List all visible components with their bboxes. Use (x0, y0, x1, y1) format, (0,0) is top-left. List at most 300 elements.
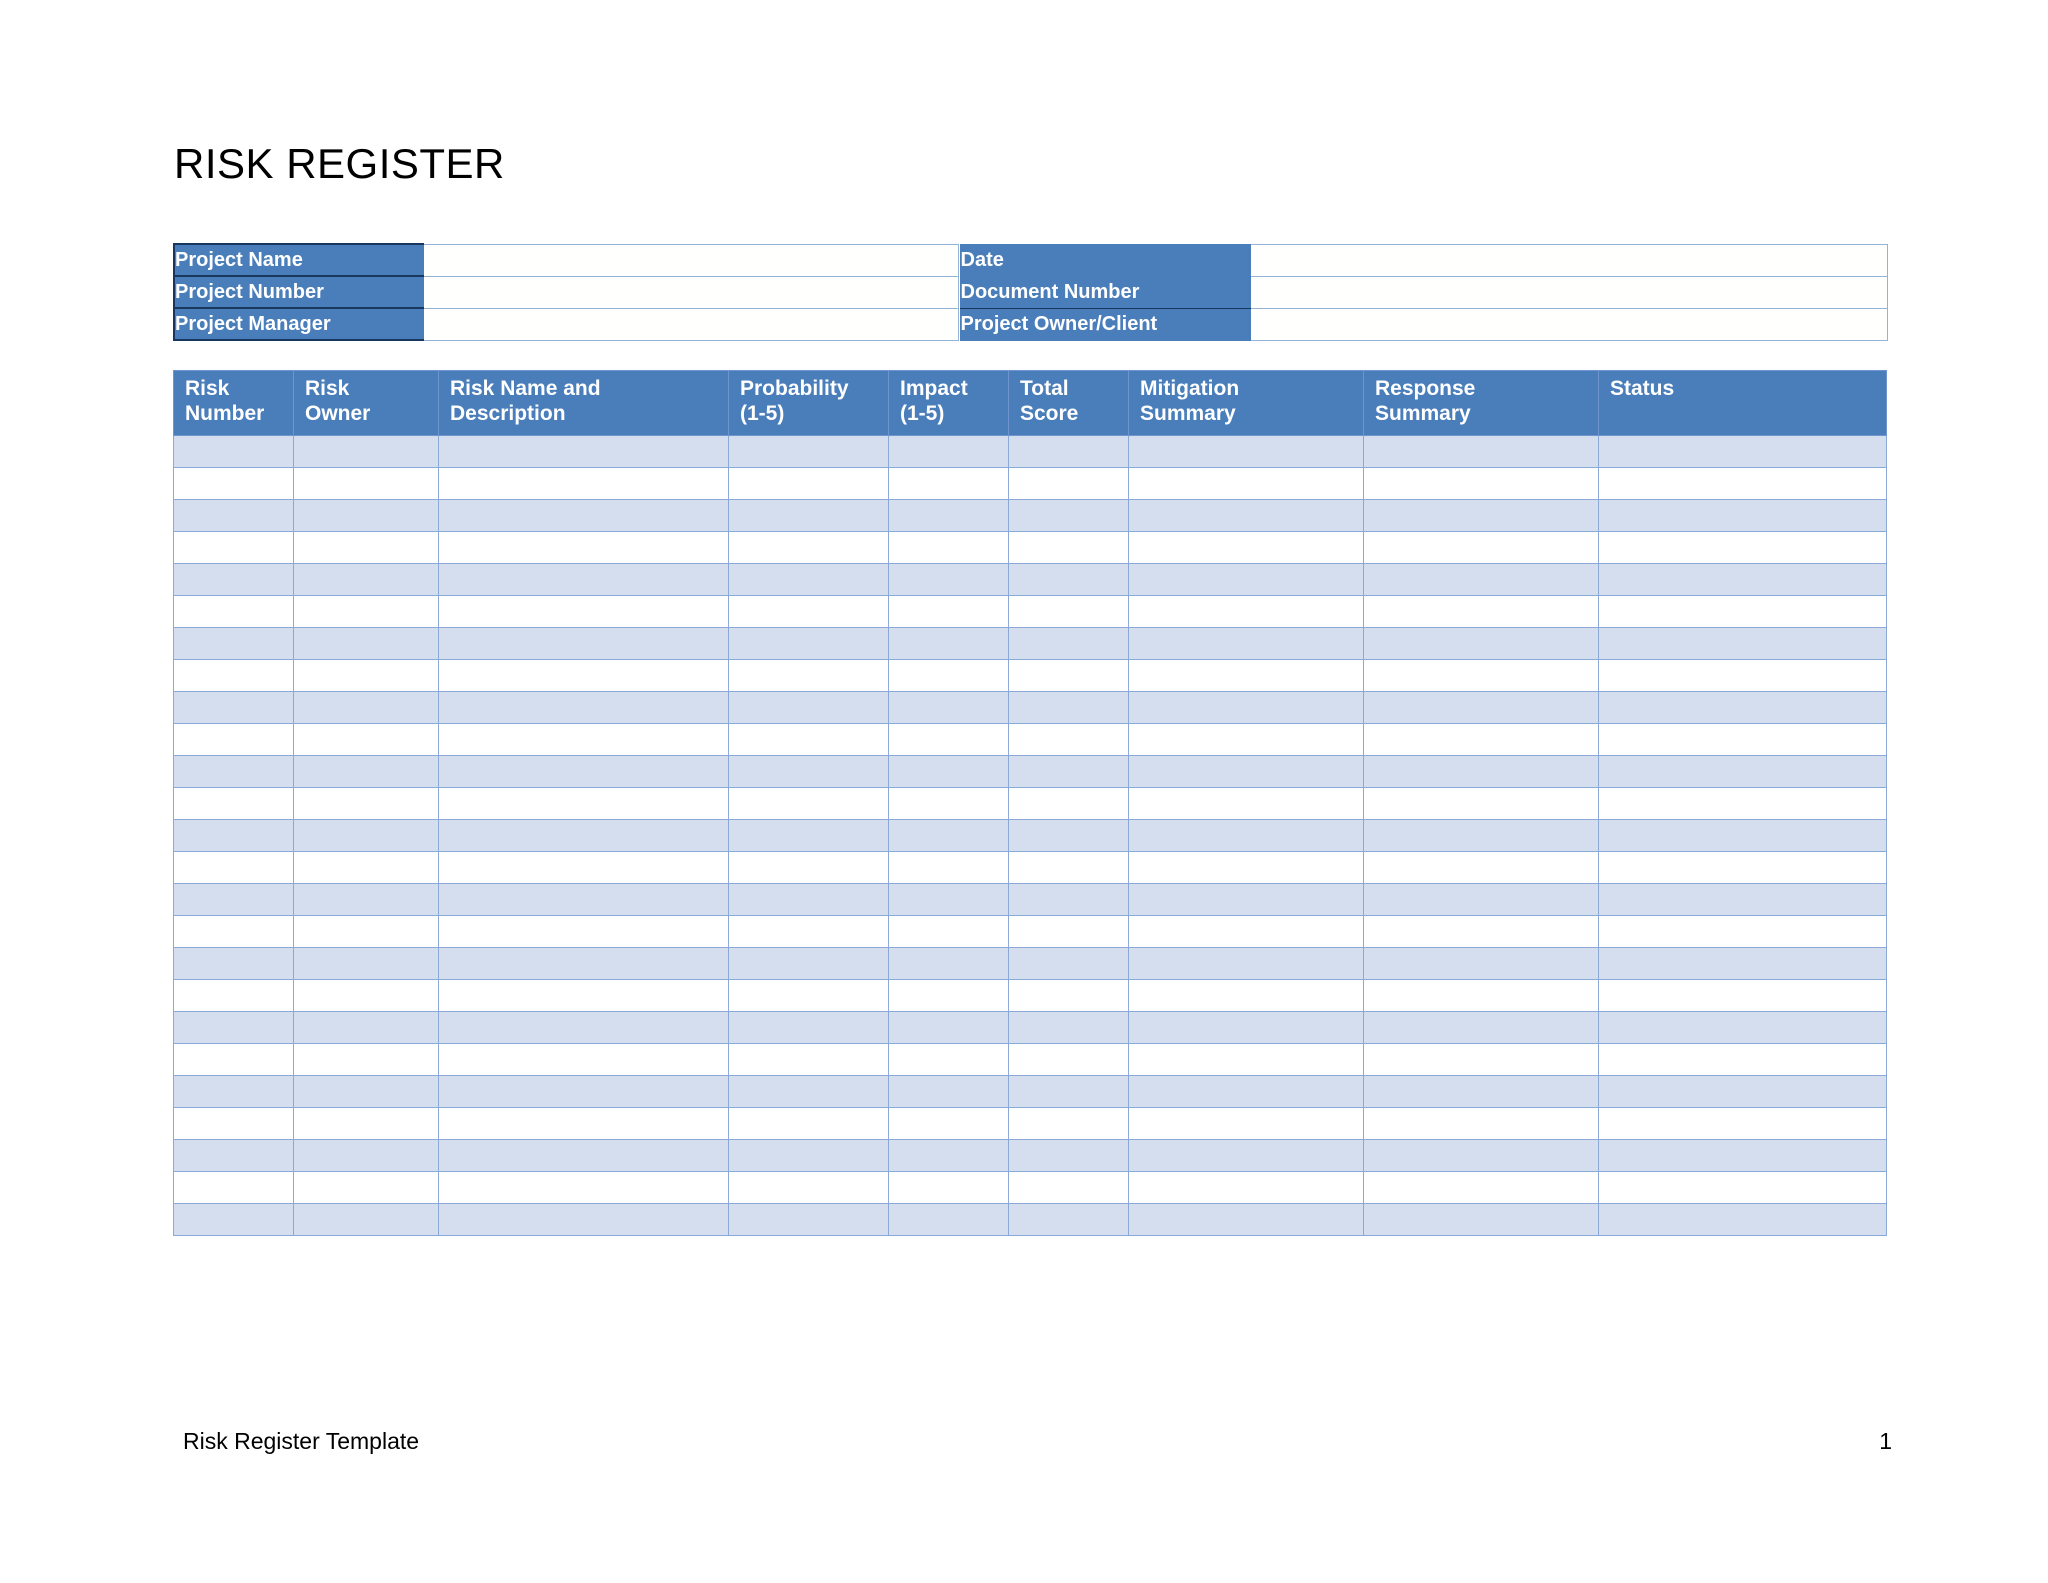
table-cell[interactable] (889, 1139, 1009, 1171)
column-header-risk-number-line1: Risk (185, 377, 230, 400)
table-cell[interactable] (1009, 563, 1129, 595)
table-row (174, 915, 1887, 947)
table-cell[interactable] (439, 1043, 729, 1075)
table-cell[interactable] (439, 531, 729, 563)
table-row (174, 819, 1887, 851)
table-cell[interactable] (439, 1107, 729, 1139)
table-row (174, 1171, 1887, 1203)
table-cell[interactable] (1364, 595, 1599, 627)
table-cell[interactable] (439, 595, 729, 627)
table-cell[interactable] (729, 915, 889, 947)
column-header-risk-name-description[interactable] (439, 371, 729, 436)
table-cell[interactable] (1129, 1043, 1364, 1075)
table-cell[interactable] (1129, 819, 1364, 851)
table-cell[interactable] (729, 1107, 889, 1139)
info-label-document-number: Document Number (960, 276, 1250, 308)
table-cell[interactable] (294, 947, 439, 979)
table-cell[interactable] (729, 531, 889, 563)
table-cell[interactable] (174, 979, 294, 1011)
table-cell[interactable] (1009, 787, 1129, 819)
table-cell[interactable] (1129, 915, 1364, 947)
column-header-status[interactable] (1599, 371, 1887, 436)
project-info-body (174, 244, 1887, 340)
table-cell[interactable] (889, 947, 1009, 979)
table-cell[interactable] (1129, 467, 1364, 499)
table-row (174, 659, 1887, 691)
table-cell[interactable] (174, 1011, 294, 1043)
table-cell[interactable] (1129, 979, 1364, 1011)
table-cell[interactable] (1599, 1203, 1887, 1235)
table-cell[interactable] (1129, 723, 1364, 755)
table-cell[interactable] (439, 563, 729, 595)
table-cell[interactable] (889, 659, 1009, 691)
column-header-total-score[interactable] (1009, 371, 1129, 436)
table-cell[interactable] (1364, 1171, 1599, 1203)
project-info-table (173, 243, 1888, 341)
table-cell[interactable] (1364, 691, 1599, 723)
table-row (174, 1203, 1887, 1235)
table-cell[interactable] (439, 1139, 729, 1171)
table-cell[interactable] (729, 1043, 889, 1075)
table-cell[interactable] (439, 435, 729, 467)
table-cell[interactable] (1129, 787, 1364, 819)
table-cell[interactable] (174, 595, 294, 627)
info-value-date[interactable] (1250, 244, 1887, 276)
table-cell[interactable] (1129, 659, 1364, 691)
table-row (174, 435, 1887, 467)
table-cell[interactable] (294, 435, 439, 467)
table-cell[interactable] (294, 1075, 439, 1107)
risk-register-table (173, 370, 1887, 1236)
table-cell[interactable] (1364, 563, 1599, 595)
table-cell[interactable] (294, 1171, 439, 1203)
table-cell[interactable] (174, 723, 294, 755)
table-cell[interactable] (729, 1011, 889, 1043)
table-cell[interactable] (1599, 499, 1887, 531)
table-cell[interactable] (174, 947, 294, 979)
table-cell[interactable] (294, 851, 439, 883)
table-cell[interactable] (1129, 435, 1364, 467)
table-cell[interactable] (1009, 851, 1129, 883)
table-cell[interactable] (1599, 979, 1887, 1011)
column-header-risk-owner-line1: Risk (305, 377, 350, 400)
table-cell[interactable] (294, 563, 439, 595)
table-cell[interactable] (174, 659, 294, 691)
column-header-mitigation-summary-line2: Summary (1140, 401, 1236, 425)
table-cell[interactable] (729, 659, 889, 691)
table-cell[interactable] (1009, 467, 1129, 499)
table-cell[interactable] (1364, 851, 1599, 883)
table-cell[interactable] (439, 467, 729, 499)
column-header-mitigation-summary[interactable] (1129, 371, 1364, 436)
table-cell[interactable] (439, 1075, 729, 1107)
table-cell[interactable] (439, 979, 729, 1011)
table-row (174, 467, 1887, 499)
table-cell[interactable] (439, 755, 729, 787)
table-cell[interactable] (1599, 1075, 1887, 1107)
table-row (174, 531, 1887, 563)
table-cell[interactable] (1009, 1139, 1129, 1171)
table-cell[interactable] (889, 1075, 1009, 1107)
table-cell[interactable] (1009, 435, 1129, 467)
info-label-project-manager: Project Manager (174, 308, 423, 340)
info-label-project-owner-client: Project Owner/Client (960, 308, 1250, 340)
table-cell[interactable] (1364, 915, 1599, 947)
column-header-mitigation-summary-line1: Mitigation (1140, 377, 1240, 400)
table-cell[interactable] (729, 723, 889, 755)
table-cell[interactable] (729, 499, 889, 531)
table-cell[interactable] (1129, 691, 1364, 723)
table-cell[interactable] (1364, 947, 1599, 979)
table-cell[interactable] (729, 819, 889, 851)
table-row (174, 787, 1887, 819)
table-cell[interactable] (1009, 1171, 1129, 1203)
table-cell[interactable] (1599, 659, 1887, 691)
table-cell[interactable] (1364, 1107, 1599, 1139)
table-cell[interactable] (294, 819, 439, 851)
table-cell[interactable] (889, 787, 1009, 819)
info-row-project-manager (174, 308, 1887, 340)
table-row (174, 595, 1887, 627)
table-cell[interactable] (294, 691, 439, 723)
info-value-project-owner-client[interactable] (1250, 308, 1887, 340)
table-row (174, 1011, 1887, 1043)
table-cell[interactable] (294, 659, 439, 691)
column-header-probability-line2: (1-5) (740, 401, 785, 425)
table-row (174, 1043, 1887, 1075)
table-cell[interactable] (439, 691, 729, 723)
table-cell[interactable] (1599, 1043, 1887, 1075)
table-cell[interactable] (1009, 1011, 1129, 1043)
table-cell[interactable] (889, 499, 1009, 531)
table-cell[interactable] (174, 1043, 294, 1075)
table-cell[interactable] (889, 1171, 1009, 1203)
column-header-probability[interactable] (729, 371, 889, 436)
table-row (174, 755, 1887, 787)
table-cell[interactable] (889, 531, 1009, 563)
table-cell[interactable] (1364, 1011, 1599, 1043)
info-label-project-name: Project Name (174, 244, 423, 276)
table-cell[interactable] (1364, 1139, 1599, 1171)
table-cell[interactable] (174, 1171, 294, 1203)
table-cell[interactable] (174, 915, 294, 947)
table-cell[interactable] (439, 1203, 729, 1235)
table-cell[interactable] (889, 883, 1009, 915)
table-cell[interactable] (1364, 467, 1599, 499)
table-cell[interactable] (174, 1075, 294, 1107)
info-label-project-number: Project Number (174, 276, 423, 308)
table-cell[interactable] (889, 723, 1009, 755)
table-cell[interactable] (294, 1139, 439, 1171)
table-cell[interactable] (729, 595, 889, 627)
table-cell[interactable] (1364, 883, 1599, 915)
table-cell[interactable] (889, 819, 1009, 851)
info-row-project-number (174, 276, 1887, 308)
table-cell[interactable] (174, 467, 294, 499)
table-cell[interactable] (889, 755, 1009, 787)
column-header-risk-name-description-line1: Risk Name and (450, 377, 601, 400)
column-header-probability-line1: Probability (740, 377, 849, 400)
table-cell[interactable] (174, 435, 294, 467)
table-cell[interactable] (1009, 947, 1129, 979)
column-header-impact[interactable] (889, 371, 1009, 436)
table-cell[interactable] (1599, 691, 1887, 723)
table-cell[interactable] (439, 947, 729, 979)
table-cell[interactable] (889, 1203, 1009, 1235)
table-cell[interactable] (174, 1107, 294, 1139)
page-title: RISK REGISTER (174, 140, 505, 187)
footer-page-number: 1 (1879, 1428, 1892, 1454)
table-cell[interactable] (1599, 755, 1887, 787)
table-cell[interactable] (439, 499, 729, 531)
table-cell[interactable] (1009, 1075, 1129, 1107)
table-cell[interactable] (889, 595, 1009, 627)
table-cell[interactable] (1009, 883, 1129, 915)
table-cell[interactable] (294, 595, 439, 627)
table-cell[interactable] (294, 883, 439, 915)
table-cell[interactable] (1364, 787, 1599, 819)
table-cell[interactable] (729, 787, 889, 819)
table-cell[interactable] (1364, 755, 1599, 787)
footer-document-label: Risk Register Template (183, 1428, 420, 1454)
table-cell[interactable] (174, 627, 294, 659)
table-cell[interactable] (729, 755, 889, 787)
table-cell[interactable] (1364, 1203, 1599, 1235)
table-cell[interactable] (1129, 1139, 1364, 1171)
table-cell[interactable] (1129, 755, 1364, 787)
info-value-project-manager[interactable] (423, 308, 958, 340)
table-cell[interactable] (294, 467, 439, 499)
table-cell[interactable] (294, 1203, 439, 1235)
table-cell[interactable] (1364, 1043, 1599, 1075)
table-cell[interactable] (1129, 947, 1364, 979)
table-cell[interactable] (1599, 883, 1887, 915)
table-cell[interactable] (729, 883, 889, 915)
table-row (174, 1075, 1887, 1107)
table-cell[interactable] (1009, 979, 1129, 1011)
table-cell[interactable] (889, 915, 1009, 947)
table-cell[interactable] (1129, 1075, 1364, 1107)
table-cell[interactable] (1009, 1043, 1129, 1075)
table-cell[interactable] (294, 979, 439, 1011)
table-cell[interactable] (1129, 499, 1364, 531)
table-cell[interactable] (174, 531, 294, 563)
column-header-status-line1: Status (1610, 377, 1675, 400)
info-row-project-name (174, 244, 1887, 276)
table-cell[interactable] (1009, 1107, 1129, 1139)
table-cell[interactable] (1009, 531, 1129, 563)
table-row (174, 691, 1887, 723)
table-cell[interactable] (174, 1139, 294, 1171)
table-cell[interactable] (729, 1139, 889, 1171)
table-cell[interactable] (439, 915, 729, 947)
table-cell[interactable] (889, 563, 1009, 595)
table-cell[interactable] (174, 883, 294, 915)
column-header-risk-number[interactable] (174, 371, 294, 436)
table-cell[interactable] (729, 851, 889, 883)
table-cell[interactable] (1129, 851, 1364, 883)
table-cell[interactable] (1009, 915, 1129, 947)
table-cell[interactable] (439, 851, 729, 883)
table-cell[interactable] (729, 563, 889, 595)
table-cell[interactable] (889, 467, 1009, 499)
table-cell[interactable] (439, 787, 729, 819)
table-cell[interactable] (294, 1043, 439, 1075)
table-cell[interactable] (1009, 595, 1129, 627)
table-cell[interactable] (1599, 1139, 1887, 1171)
table-cell[interactable] (729, 979, 889, 1011)
table-cell[interactable] (1599, 787, 1887, 819)
table-row (174, 563, 1887, 595)
table-cell[interactable] (174, 1203, 294, 1235)
table-cell[interactable] (174, 819, 294, 851)
table-cell[interactable] (1129, 627, 1364, 659)
column-header-impact-line2: (1-5) (900, 401, 945, 425)
table-cell[interactable] (1129, 1107, 1364, 1139)
table-cell[interactable] (1599, 915, 1887, 947)
table-cell[interactable] (1599, 627, 1887, 659)
table-cell[interactable] (1009, 723, 1129, 755)
table-cell[interactable] (294, 1107, 439, 1139)
table-cell[interactable] (729, 691, 889, 723)
column-header-total-score-line1: Total (1020, 377, 1069, 400)
table-cell[interactable] (294, 531, 439, 563)
table-cell[interactable] (1129, 1171, 1364, 1203)
risk-table-header-row (174, 371, 1887, 436)
table-cell[interactable] (729, 1075, 889, 1107)
table-cell[interactable] (1009, 755, 1129, 787)
table-cell[interactable] (294, 723, 439, 755)
table-cell[interactable] (1599, 1171, 1887, 1203)
table-row (174, 1107, 1887, 1139)
table-cell[interactable] (1009, 659, 1129, 691)
table-row (174, 723, 1887, 755)
table-row (174, 499, 1887, 531)
table-cell[interactable] (1129, 883, 1364, 915)
table-cell[interactable] (1009, 691, 1129, 723)
table-row (174, 947, 1887, 979)
table-cell[interactable] (1599, 851, 1887, 883)
table-cell[interactable] (1364, 627, 1599, 659)
table-cell[interactable] (1129, 595, 1364, 627)
table-cell[interactable] (729, 1203, 889, 1235)
table-cell[interactable] (1364, 435, 1599, 467)
table-cell[interactable] (889, 1107, 1009, 1139)
table-cell[interactable] (294, 915, 439, 947)
info-label-date: Date (960, 244, 1250, 276)
table-cell[interactable] (1599, 723, 1887, 755)
table-cell[interactable] (294, 1011, 439, 1043)
risk-table-header (174, 371, 1887, 436)
table-cell[interactable] (174, 755, 294, 787)
table-cell[interactable] (729, 947, 889, 979)
column-header-risk-owner[interactable] (294, 371, 439, 436)
info-value-document-number[interactable] (1250, 276, 1887, 308)
table-row (174, 883, 1887, 915)
column-header-impact-line1: Impact (900, 377, 968, 400)
column-header-total-score-line2: Score (1020, 401, 1079, 425)
table-cell[interactable] (1129, 563, 1364, 595)
table-cell[interactable] (294, 499, 439, 531)
table-cell[interactable] (439, 659, 729, 691)
table-cell[interactable] (174, 691, 294, 723)
column-header-response-summary[interactable] (1364, 371, 1599, 436)
table-row (174, 851, 1887, 883)
table-cell[interactable] (1009, 1203, 1129, 1235)
table-cell[interactable] (439, 819, 729, 851)
column-header-response-summary-line2: Summary (1375, 401, 1471, 425)
table-cell[interactable] (1599, 819, 1887, 851)
table-cell[interactable] (1364, 531, 1599, 563)
table-cell[interactable] (889, 691, 1009, 723)
table-cell[interactable] (729, 1171, 889, 1203)
column-header-risk-name-description-line2: Description (450, 401, 566, 425)
table-cell[interactable] (729, 435, 889, 467)
table-cell[interactable] (889, 1043, 1009, 1075)
table-cell[interactable] (1599, 435, 1887, 467)
risk-table-body (174, 435, 1887, 1235)
table-cell[interactable] (1129, 1011, 1364, 1043)
table-cell[interactable] (1009, 819, 1129, 851)
table-row (174, 979, 1887, 1011)
table-cell[interactable] (439, 627, 729, 659)
table-cell[interactable] (294, 627, 439, 659)
table-cell[interactable] (1599, 531, 1887, 563)
table-cell[interactable] (1364, 819, 1599, 851)
table-cell[interactable] (1599, 947, 1887, 979)
table-cell[interactable] (729, 627, 889, 659)
table-cell[interactable] (1364, 979, 1599, 1011)
table-cell[interactable] (1599, 563, 1887, 595)
table-cell[interactable] (1599, 1011, 1887, 1043)
column-header-risk-owner-line2: Owner (305, 401, 371, 425)
table-cell[interactable] (439, 1171, 729, 1203)
table-cell[interactable] (294, 755, 439, 787)
table-cell[interactable] (1129, 1203, 1364, 1235)
table-cell[interactable] (1009, 499, 1129, 531)
table-cell[interactable] (889, 1011, 1009, 1043)
table-cell[interactable] (889, 851, 1009, 883)
table-cell[interactable] (1364, 1075, 1599, 1107)
table-cell[interactable] (439, 1011, 729, 1043)
table-cell[interactable] (1129, 531, 1364, 563)
table-cell[interactable] (1599, 595, 1887, 627)
info-value-project-name[interactable] (423, 244, 958, 276)
table-cell[interactable] (1599, 1107, 1887, 1139)
table-cell[interactable] (889, 979, 1009, 1011)
column-header-risk-number-line2: Number (185, 401, 265, 425)
table-cell[interactable] (889, 435, 1009, 467)
table-cell[interactable] (174, 787, 294, 819)
table-cell[interactable] (294, 787, 439, 819)
table-row (174, 627, 1887, 659)
table-cell[interactable] (1364, 723, 1599, 755)
info-value-project-number[interactable] (423, 276, 958, 308)
table-cell[interactable] (1599, 467, 1887, 499)
table-cell[interactable] (174, 851, 294, 883)
table-cell[interactable] (1364, 659, 1599, 691)
table-cell[interactable] (174, 499, 294, 531)
table-cell[interactable] (1364, 499, 1599, 531)
table-cell[interactable] (174, 563, 294, 595)
table-cell[interactable] (1009, 627, 1129, 659)
table-row (174, 1139, 1887, 1171)
table-cell[interactable] (439, 723, 729, 755)
table-cell[interactable] (729, 467, 889, 499)
table-cell[interactable] (439, 883, 729, 915)
column-header-response-summary-line1: Response (1375, 377, 1476, 400)
table-cell[interactable] (889, 627, 1009, 659)
